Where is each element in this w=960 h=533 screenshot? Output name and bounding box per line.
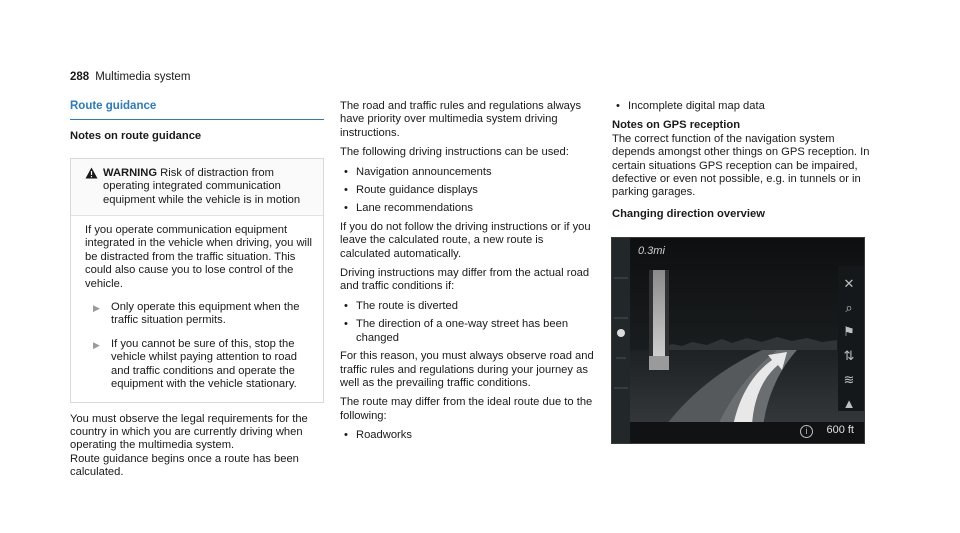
warning-label: WARNING [103, 166, 158, 179]
bullet-list [340, 300, 596, 345]
close-icon[interactable]: ✕ [843, 276, 855, 291]
gps-text: The correct function of the navigation system depends amongst other things on GPS reception. In certain situations GPS reception can be impaired, defective or even not possible, e.g. in tunnels or in parking garages. [612, 132, 870, 199]
warning-head [71, 159, 323, 216]
page-header [70, 71, 190, 84]
warning-step [85, 338, 313, 392]
play-arrow-icon: ▶ [93, 339, 100, 350]
paragraph: The route may differ from the ideal route due to the following: [340, 396, 593, 422]
bullet-list [340, 166, 596, 216]
list-item: • The direction of a one-way street has been changed [340, 318, 596, 345]
paragraph: The road and traffic rules and regulations always have priority over multimedia system driving instructions. [340, 100, 582, 139]
gps-title: Notes on GPS reception [612, 119, 741, 132]
info-icon[interactable]: i [800, 425, 813, 438]
paragraph: Route guidance begins once a route has been calculated. [70, 452, 299, 479]
lane-icon[interactable]: ⇅ [843, 348, 855, 363]
list-item: • Navigation announcements [340, 166, 596, 179]
distance-bottom: 600 ft [826, 423, 854, 436]
bullet-list [612, 100, 872, 113]
section-title: Route guidance [70, 100, 324, 120]
warning-step [85, 301, 313, 328]
paragraph: For this reason, you must always observe road and traffic rules and regulations during your journey as well as the prevailing traffic conditions. [340, 350, 594, 389]
column-right [612, 100, 872, 221]
route-icon[interactable]: ▲ [842, 396, 856, 411]
column-middle [340, 100, 596, 448]
bullet-list [340, 429, 596, 442]
warning-headline [103, 167, 313, 207]
list-item: • Route guidance displays [340, 184, 596, 197]
column-left [70, 100, 324, 480]
warning-step-text: Only operate this equipment when the traffic situation permits. [111, 301, 300, 327]
warning-body [71, 216, 323, 401]
nav-icon-column [840, 272, 858, 416]
paragraph: You must observe the legal requirements for the country in which you are currently driving when operating the multimedia system. [70, 412, 308, 452]
traffic-icon[interactable]: ≋ [843, 372, 855, 387]
navigation-display [611, 237, 865, 444]
navigation-scene [612, 238, 865, 444]
warning-body-text: If you operate communication equipment integrated in the vehicle when driving, you will be distracted from the traffic situation. This could also cause you to lose control of the vehicle. [85, 224, 312, 290]
paragraph: If you do not follow the driving instructions or if you leave the calculated route, a new route is calculated automatically. [340, 220, 591, 260]
warning-step-text: If you cannot be sure of this, stop the vehicle whilst paying attention to road and traffic conditions and operate the equipment with the vehicle stationary. [111, 337, 297, 391]
warning-box [70, 158, 324, 403]
list-item: • Roadworks [340, 429, 596, 442]
page-number: 288 [70, 71, 90, 83]
warning-triangle-icon [85, 167, 103, 207]
search-icon[interactable]: ⌕ [845, 300, 853, 315]
flag-icon[interactable]: ⚑ [843, 324, 855, 339]
notes-title: Notes on route guidance [70, 130, 202, 143]
list-item: • The route is diverted [340, 300, 596, 313]
page-header-title: Multimedia system [95, 71, 191, 83]
play-arrow-icon: ▶ [93, 303, 100, 314]
paragraph: Driving instructions may differ from the actual road and traffic conditions if: [340, 267, 590, 293]
changing-title: Changing direction overview [612, 207, 765, 220]
list-item: • Incomplete digital map data [612, 100, 872, 113]
list-item: • Lane recommendations [340, 202, 596, 215]
paragraph: The following driving instructions can be used: [340, 146, 569, 159]
warning-headline-text: Risk of distraction from operating integrated communication equipment while the vehicle is in motion [103, 166, 301, 206]
distance-top: 0.3mi [638, 245, 665, 257]
